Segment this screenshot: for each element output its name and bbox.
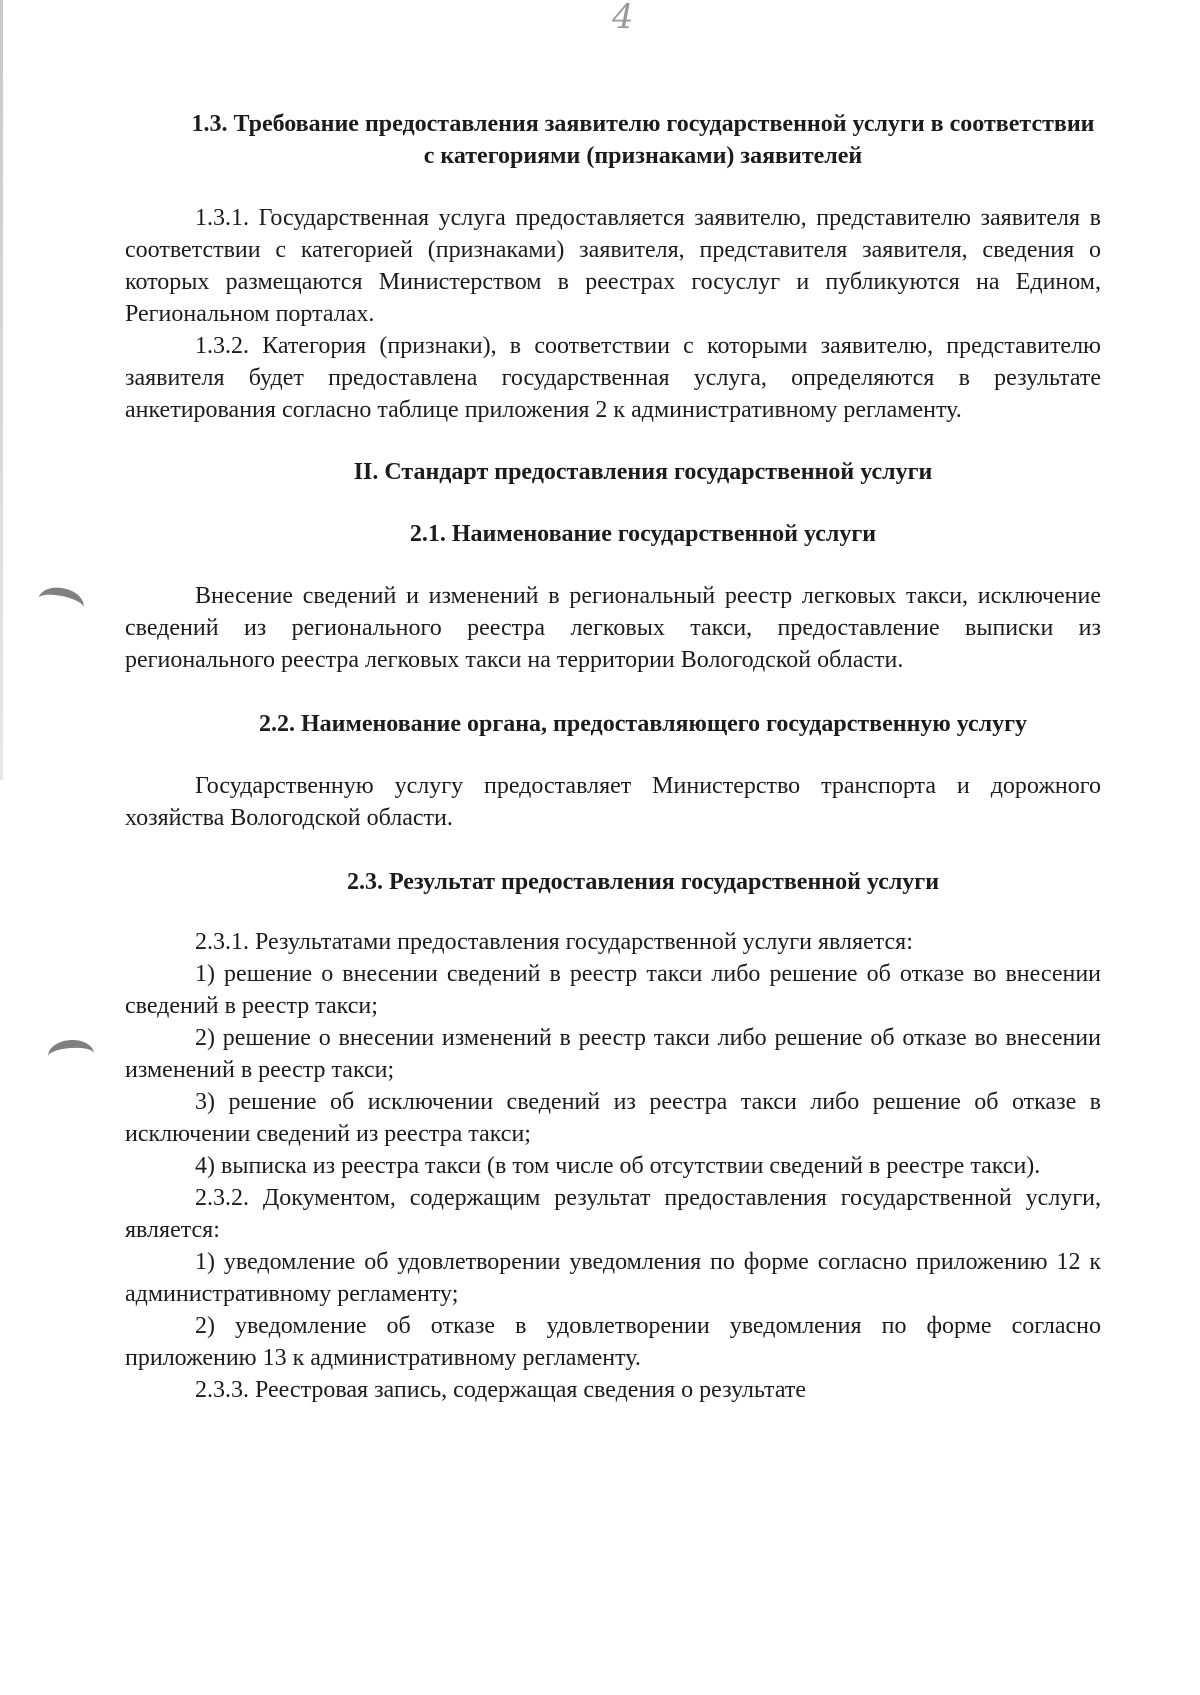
- paragraph: 2.3.1. Результатами предоставления государственной услуги является:: [195, 929, 913, 955]
- list-item: 3) решение об исключении сведений из реестра такси либо решение об отказе в исключении сведений из реестра такси;: [125, 1089, 1101, 1147]
- paragraph: 1.3.2. Категория (признаки), в соответствии с которыми заявителю, представителю заявителя будет предоставлена государственная услуга, определяются в результате анкетирования согласно таблице приложения 2 к административному регламенту.: [125, 333, 1101, 423]
- paragraph: 1.3.1. Государственная услуга предоставляется заявителю, представителю заявителя в соответствии с категорией (признаками) заявителя, представителя заявителя, сведения о которых размещаются Министерством в реестрах госуслуг и публикуются на Едином, Региональном порталах.: [125, 205, 1101, 327]
- page-number: 4: [612, 0, 634, 37]
- paragraph: Внесение сведений и изменений в региональный реестр легковых такси, исключение сведений из регионального реестра легковых такси, предоставление выписки из регионального реестра легковых такси на территории Вологодской области.: [125, 583, 1101, 673]
- list-item: 1) решение о внесении сведений в реестр такси либо решение об отказе во внесении сведений в реестр такси;: [125, 961, 1101, 1019]
- section-heading-ii: II. Стандарт предоставления государственной услуги: [353, 459, 933, 485]
- hole-punch-mark: [47, 1038, 95, 1071]
- scan-edge: [0, 0, 3, 780]
- paragraph: 2.3.3. Реестровая запись, содержащая сведения о результате: [195, 1377, 807, 1403]
- list-item: 2) решение о внесении изменений в реестр такси либо решение об отказе во внесении изменений в реестр такси;: [125, 1025, 1101, 1083]
- list-item: 1) уведомление об удовлетворении уведомления по форме согласно приложению 12 к административному регламенту;: [125, 1249, 1101, 1307]
- hole-punch-mark: [35, 584, 86, 623]
- section-heading-2-3: 2.3. Результат предоставления государственной услуги: [346, 869, 940, 895]
- document-body: [125, 108, 1101, 1406]
- section-heading-1-3: 1.3. Требование предоставления заявителю государственной услуги в соответствии с категориями (признаками) заявителей: [191, 111, 1095, 169]
- list-item: 4) выписка из реестра такси (в том числе об отсутствии сведений в реестре такси).: [195, 1153, 1041, 1179]
- paragraph: 2.3.2. Документом, содержащим результат предоставления государственной услуги, является:: [125, 1185, 1101, 1243]
- section-heading-2-1: 2.1. Наименование государственной услуги: [409, 521, 877, 547]
- list-item: 2) уведомление об отказе в удовлетворении уведомления по форме согласно приложению 13 к административному регламенту.: [125, 1313, 1101, 1371]
- paragraph: Государственную услугу предоставляет Министерство транспорта и дорожного хозяйства Вологодской области.: [125, 773, 1101, 831]
- section-heading-2-2: 2.2. Наименование органа, предоставляющего государственную услугу: [258, 711, 1028, 737]
